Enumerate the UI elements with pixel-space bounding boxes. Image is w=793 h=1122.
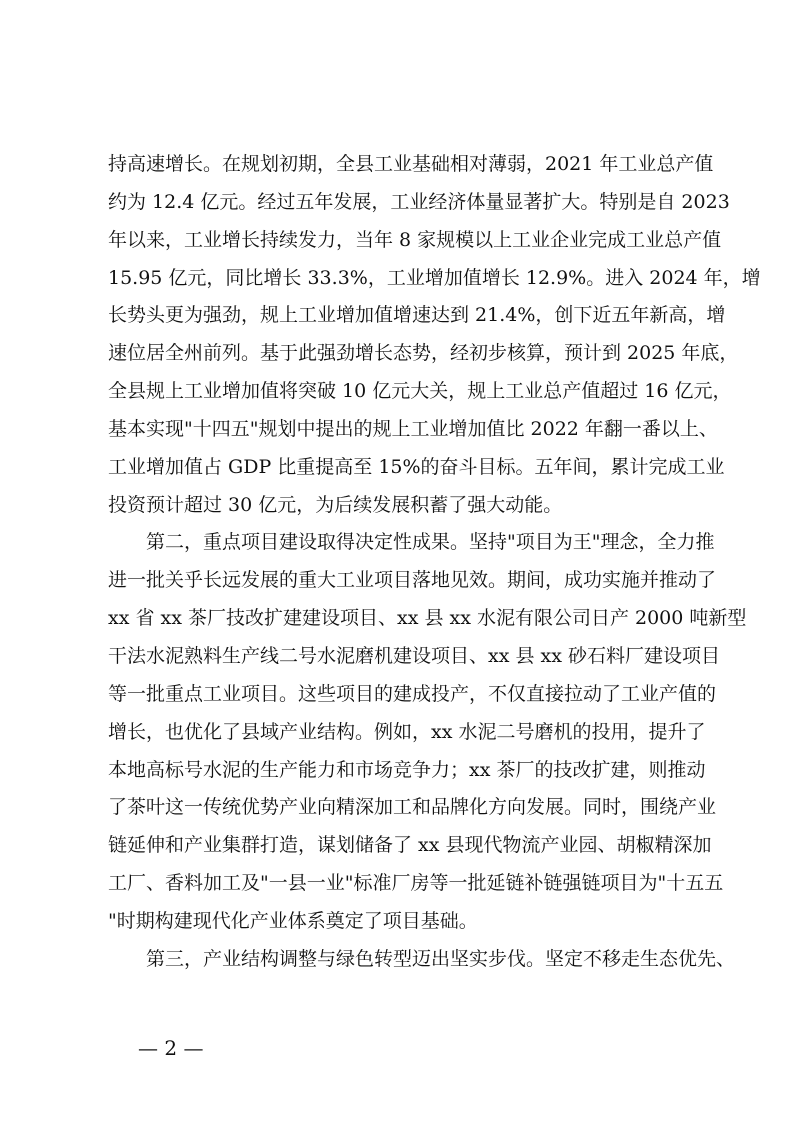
page-number: — 2 — [138, 1036, 204, 1060]
text-line: 投资预计超过 30 亿元，为后续发展积蓄了强大动能。 [108, 493, 563, 516]
text-line: 链延伸和产业集群打造，谋划储备了 xx 县现代物流产业园、胡椒精深加 [108, 834, 712, 857]
text-line: 长势头更为强劲，规上工业增加值增速达到 21.4%，创下近五年新高，增 [108, 304, 726, 327]
body-text [108, 146, 761, 979]
text-line: 基本实现"十四五"规划中提出的规上工业增加值比 2022 年翻一番以上、 [108, 417, 718, 440]
text-line: 干法水泥熟料生产线二号水泥磨机建设项目、xx 县 xx 砂石料厂建设项目 [108, 644, 720, 667]
text-line: xx 省 xx 茶厂技改扩建建设项目、xx 县 xx 水泥有限公司日产 2000 吨新型 [108, 607, 747, 630]
text-line: 约为 12.4 亿元。经过五年发展，工业经济体量显著扩大。特别是自 2023 [108, 190, 730, 213]
text-line: 了茶叶这一传统优势产业向精深加工和品牌化方向发展。同时，围绕产业 [108, 796, 717, 819]
text-line: 第三，产业结构调整与绿色转型迈出坚实步伐。坚定不移走生态优先、 [146, 947, 736, 970]
text-line: 进一批关乎长远发展的重大工业项目落地见效。期间，成功实施并推动了 [108, 569, 717, 592]
text-line: "时期构建现代化产业体系奠定了项目基础。 [108, 909, 478, 932]
text-line: 速位居全州前列。基于此强劲增长态势，经初步核算，预计到 2025 年底， [108, 342, 739, 365]
text-line: 第二，重点项目建设取得决定性成果。坚持"项目为王"理念，全力推 [146, 531, 715, 554]
text-line: 本地高标号水泥的生产能力和市场竞争力；xx 茶厂的技改扩建，则推动 [108, 758, 706, 781]
text-line: 工业增加值占 GDP 比重提高至 15%的奋斗目标。五年间，累计完成工业 [108, 455, 725, 478]
text-line: 全县规上工业增加值将突破 10 亿元大关，规上工业总产值超过 16 亿元， [108, 380, 732, 403]
text-line: 增长，也优化了县域产业结构。例如，xx 水泥二号磨机的投用，提升了 [108, 720, 706, 743]
text-line: 持高速增长。在规划初期，全县工业基础相对薄弱，2021 年工业总产值 [108, 153, 714, 175]
text-line: 等一批重点工业项目。这些项目的建成投产，不仅直接拉动了工业产值的 [108, 682, 717, 705]
text-line: 15.95 亿元，同比增长 33.3%，工业增加值增长 12.9%。进入 2024 年，增 [108, 266, 761, 289]
text-line: 工厂、香料加工及"一县一业"标准厂房等一批延链补链强链项目为"十五五 [108, 872, 724, 895]
text-line: 年以来，工业增长持续发力，当年 8 家规模以上工业企业完成工业总产值 [108, 228, 722, 251]
